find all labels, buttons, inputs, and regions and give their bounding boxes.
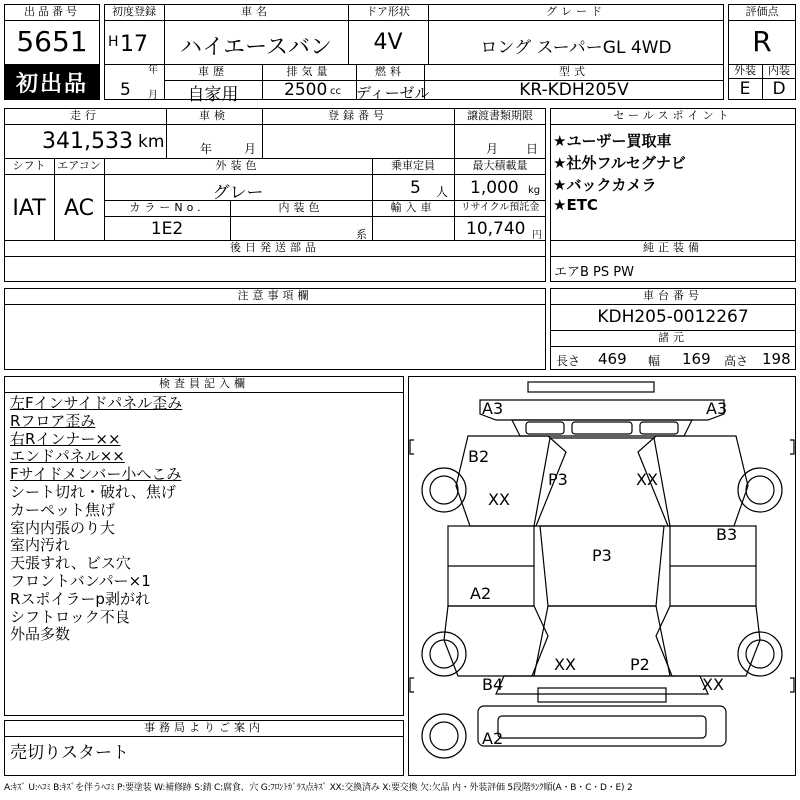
right-mirror-bracket: [790, 440, 794, 454]
sales-point-4: ★ETC: [553, 196, 598, 214]
intcolor-unit: 系: [356, 228, 367, 241]
car-diagram: [408, 376, 796, 776]
displacement-unit: cc: [330, 86, 341, 97]
width-label: 幅: [648, 354, 661, 368]
genuine-equipment: エアB PS PW: [554, 265, 634, 280]
label-xx-right: XX: [702, 675, 724, 694]
inspection-month-unit: 月: [244, 142, 257, 156]
fuel-label: 燃料: [375, 65, 405, 78]
genuine-label: 純正装備: [643, 241, 703, 254]
shift: IAT: [12, 196, 46, 221]
label-xx-top: XX: [636, 470, 658, 489]
colorno-label: カラーNo.: [129, 201, 205, 214]
model: KR-KDH205V: [519, 80, 629, 100]
label-a2-left: A2: [470, 584, 492, 603]
first-listing-text: 初出品: [15, 72, 88, 97]
color: グレー: [212, 183, 264, 203]
door-type: 4V: [373, 30, 403, 55]
colorno: 1E2: [150, 219, 184, 239]
exterior-grade: E: [739, 79, 751, 99]
reg-label: 初度登録: [112, 5, 156, 18]
inspector-note-line: Fサイドメンバー小へこみ: [10, 465, 182, 484]
car-name: ハイエースバン: [179, 35, 333, 60]
inspector-note-line: 室内汚れ: [10, 536, 71, 555]
inspector-label: 検査員記入欄: [159, 377, 249, 390]
inspector-note-line: エンドパネル××: [10, 447, 125, 466]
fuel: ディーゼル: [356, 84, 430, 102]
label-a3-left: A3: [482, 399, 504, 418]
length-label: 長さ: [556, 354, 581, 368]
mileage-label: 走行: [70, 109, 100, 122]
label-a2-bottom: A2: [482, 729, 504, 748]
label-xx-left: XX: [488, 490, 510, 509]
sales-point-3: ★バックカメラ: [553, 176, 657, 194]
rating-label: 評価点: [745, 5, 779, 18]
deadline-day-unit: 日: [526, 142, 539, 156]
displacement-label: 排気量: [286, 65, 332, 78]
reg-year: 17: [120, 32, 148, 57]
left-rear-wheel-outline: [422, 468, 466, 512]
inspection-label: 車検: [199, 109, 229, 122]
height-label: 高さ: [724, 354, 749, 368]
inspector-note-line: シート切れ・破れ、焦げ: [10, 482, 176, 501]
dims-label: 諸元: [658, 331, 688, 344]
rear-bumper-outline: [528, 382, 654, 392]
label-b3: B3: [716, 525, 738, 544]
reg-month-unit: 月: [148, 90, 158, 101]
interior-grade: D: [772, 79, 786, 99]
displacement: 2500: [284, 80, 328, 100]
load: 1,000: [470, 178, 519, 198]
reg-year-unit: 年: [148, 65, 158, 76]
later-parts-label: 後日発送部品: [230, 241, 320, 254]
ac-label: エアコン: [57, 159, 101, 172]
sales-label: セールスポイント: [613, 109, 733, 122]
length: 469: [598, 350, 627, 368]
grade: ロング スーパーGL 4WD: [480, 38, 672, 58]
intcolor-label: 内装色: [278, 201, 324, 214]
inspector-note-line: 天張すれ、ビス穴: [10, 554, 131, 573]
legend-text: A:ｷｽﾞ U:ﾍｺﾐ B:ｷｽﾞを伴うﾍｺﾐ P:要塗装 W:補修跡 S:錆 C:腐食、穴 G:ﾌﾛﾝﾄｶﾞﾗｽ点ｷｽﾞ XX:交換済み X:要交換 欠:欠品 内・外装評価 5段階ﾗﾝｸ順(A・B・C・D・E) 2: [4, 783, 633, 793]
recycle-unit: 円: [532, 230, 542, 241]
label-b4: B4: [482, 675, 504, 694]
rating: R: [752, 25, 772, 58]
capacity-unit: 人: [436, 185, 449, 199]
inspector-notes: [10, 395, 400, 644]
history-label: 車歴: [198, 65, 228, 78]
lot-number: 5651: [16, 25, 88, 58]
spare-wheel-outline: [422, 714, 466, 758]
sales-point-2: ★社外フルセグナビ: [553, 154, 686, 172]
recycle-label: リサイクル預託金: [460, 202, 540, 213]
inspector-note-line: Rフロア歪み: [10, 411, 96, 430]
color-label: 外装色: [215, 159, 261, 172]
label-p2: P2: [630, 655, 650, 674]
door-label: ドア形状: [366, 5, 410, 18]
inspector-note-line: 外品多数: [10, 625, 71, 644]
inspector-note-line: 左Fインサイドパネル歪み: [10, 394, 183, 412]
right-rear-wheel-outline: [738, 468, 782, 512]
chassis-number: KDH205-0012267: [597, 307, 749, 327]
deadline-label: 譲渡書類期限: [467, 109, 533, 122]
capacity: 5: [410, 178, 421, 198]
import-label: 輸入車: [390, 201, 436, 214]
ac: AC: [63, 196, 95, 221]
inspector-note-line: シフトロック不良: [10, 607, 130, 626]
deadline-month-unit: 月: [486, 142, 499, 156]
exterior-label: 外装: [734, 64, 756, 77]
load-label: 最大積載量: [472, 159, 528, 172]
inspection-year-unit: 年: [200, 142, 213, 156]
left-mirror-bracket: [410, 440, 414, 454]
sales-point-1: ★ユーザー買取車: [553, 132, 672, 150]
shift-label: シフト: [12, 159, 46, 172]
rear-panel-outline: [480, 400, 724, 420]
office-text: 売切りスタート: [10, 743, 129, 763]
lot-label: 出品番号: [24, 5, 80, 18]
front-bumper-outline: [478, 706, 726, 746]
model-label: 型式: [559, 65, 589, 78]
label-b2: B2: [468, 447, 490, 466]
grade-label: グレード: [546, 5, 606, 18]
width: 169: [682, 350, 711, 368]
inspector-note-line: 室内内張のり大: [10, 518, 116, 537]
office-label: 事務局よりご案内: [144, 721, 264, 734]
inspector-note-line: 右Rインナー××: [10, 429, 121, 448]
reg-era: H: [108, 34, 119, 50]
label-xx-bottom: XX: [554, 655, 576, 674]
label-a3-right: A3: [706, 399, 728, 418]
label-p3-top: P3: [548, 470, 568, 489]
reg-month: 5: [120, 80, 131, 100]
height: 198: [762, 350, 791, 368]
load-unit: kg: [528, 185, 541, 196]
right-front-door-outline: [656, 606, 760, 676]
plate-label: 登録番号: [328, 109, 388, 122]
mileage: 341,533: [42, 129, 133, 154]
car-name-label: 車名: [241, 5, 271, 18]
capacity-label: 乗車定員: [391, 159, 435, 172]
label-p3-mid: P3: [592, 546, 612, 565]
interior-label: 内装: [768, 64, 790, 77]
left-front-door-outline: [444, 606, 548, 676]
inspector-note-line: フロントバンパー×1: [10, 571, 151, 590]
mileage-unit: km: [138, 132, 165, 152]
inspector-note-line: カーペット焦げ: [10, 500, 116, 519]
recycle: 10,740: [466, 219, 526, 239]
chassis-label: 車台番号: [643, 289, 703, 302]
history: 自家用: [187, 85, 239, 105]
inspector-note-line: Rスポイラーp剥がれ: [10, 589, 150, 608]
caution-label: 注意事項欄: [237, 289, 313, 302]
